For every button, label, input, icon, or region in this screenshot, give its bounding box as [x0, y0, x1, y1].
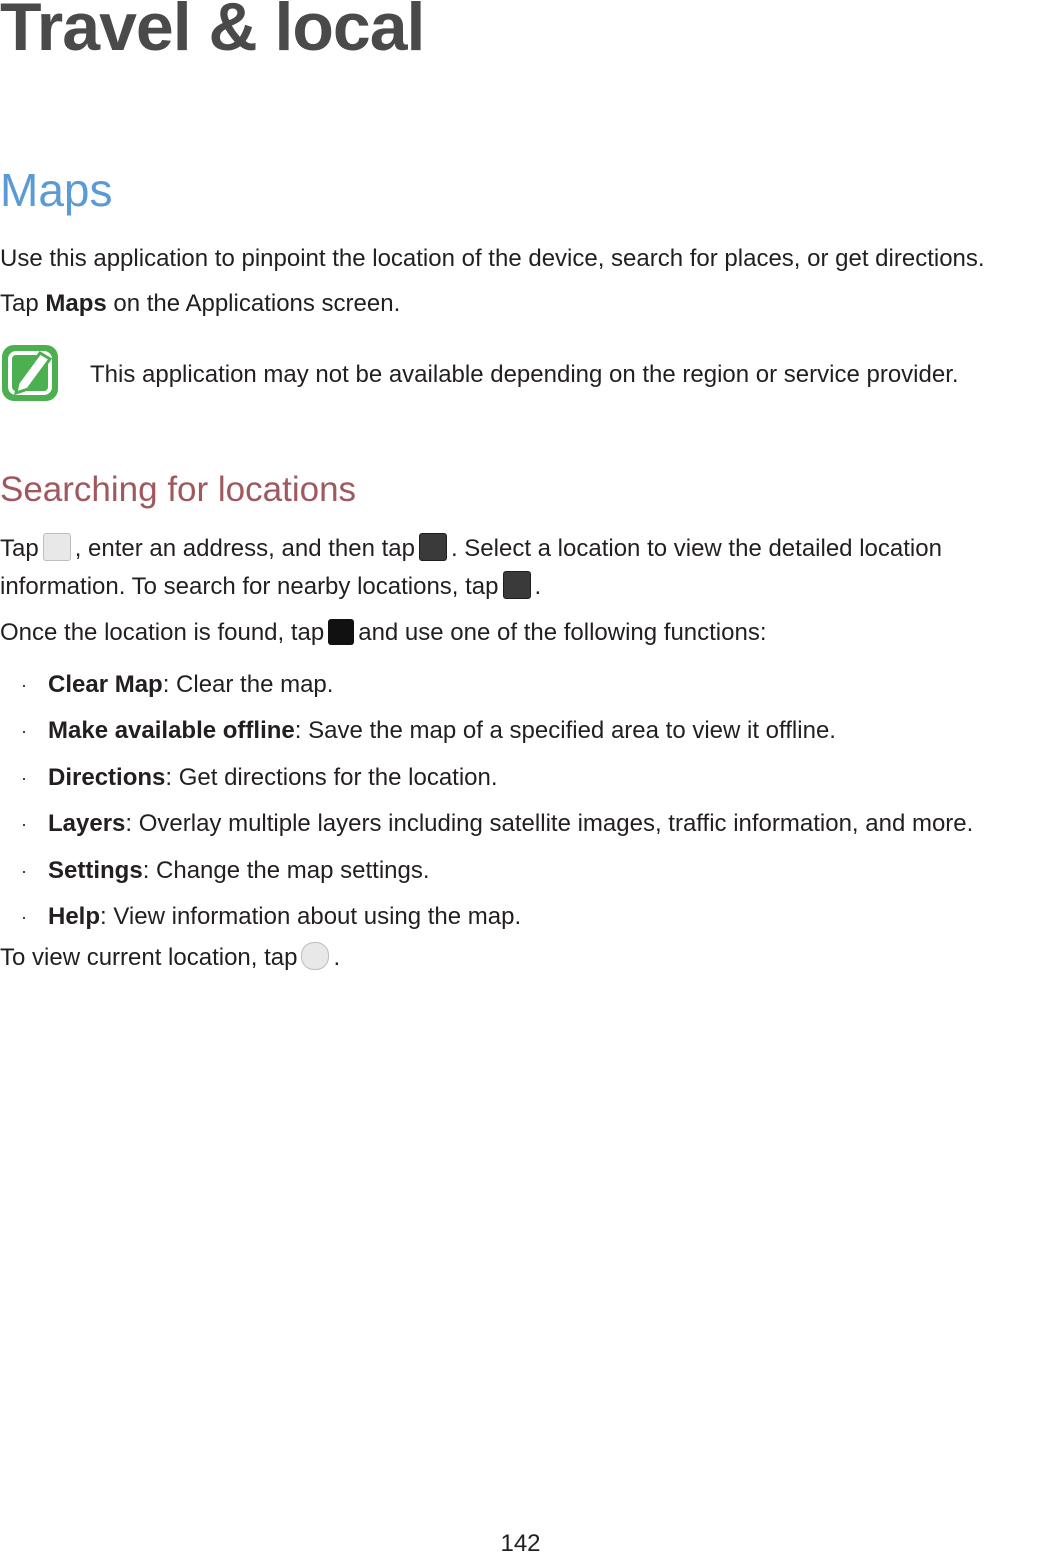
bullet: · [21, 675, 27, 695]
list-item [0, 848, 973, 894]
search-icon [43, 533, 71, 561]
nearby-places-icon [503, 571, 531, 599]
page-number: 142 [500, 1530, 541, 1557]
note-pencil-icon [0, 343, 60, 403]
bullet: · [21, 767, 27, 788]
search-text-1: Tap [0, 535, 39, 562]
function-term: Make available offline [48, 717, 295, 745]
search-text-2: , enter an address, and then tap [74, 535, 415, 562]
current-location-text-1: To view current location, tap [0, 944, 298, 971]
search-text-5: . [534, 573, 542, 600]
function-desc: : Get directions for the location. [165, 763, 498, 791]
list-item [0, 662, 973, 708]
search-paragraph-line1 [0, 530, 942, 568]
tap-suffix: on the Applications screen. [106, 290, 401, 317]
function-desc: : Change the map settings. [142, 856, 430, 884]
function-term: Help [48, 902, 101, 930]
my-location-icon [301, 942, 329, 970]
search-text-3: . Select a location to view the detailed location [450, 535, 942, 562]
functions-list [0, 662, 973, 940]
section-title: Maps [0, 164, 113, 216]
maps-app-name: Maps [45, 290, 107, 317]
current-location-text-2: . [333, 944, 341, 971]
list-item [0, 894, 973, 940]
search-text-4: information. To search for nearby locations, tap [0, 573, 499, 600]
function-term: Directions [48, 763, 166, 791]
found-paragraph [0, 614, 767, 652]
list-item [0, 801, 973, 847]
note-text: This application may not be available depending on the region or service provider. [90, 361, 959, 388]
function-term: Layers [48, 810, 126, 838]
list-item [0, 755, 973, 801]
function-desc: : Clear the map. [162, 671, 334, 698]
tap-prefix: Tap [0, 290, 46, 317]
subsection-title: Searching for locations [0, 470, 357, 509]
function-desc: : View information about using the map. [100, 902, 522, 930]
function-term: Settings [48, 856, 143, 884]
search-paragraph-line2 [0, 568, 541, 606]
menu-icon [328, 619, 354, 645]
list-item [0, 708, 973, 754]
bullet: · [21, 721, 27, 742]
bullet: · [21, 906, 27, 927]
bullet: · [21, 860, 27, 881]
function-desc: : Save the map of a specified area to view it offline. [294, 717, 836, 745]
search-icon [419, 533, 447, 561]
found-text-2: and use one of the following functions: [358, 619, 767, 646]
found-text-1: Once the location is found, tap [0, 619, 325, 646]
function-term: Clear Map [48, 671, 163, 698]
function-desc: : Overlay multiple layers including satellite images, traffic information, and more. [125, 810, 974, 838]
tap-maps-paragraph [0, 285, 400, 323]
intro-paragraph: Use this application to pinpoint the location of the device, search for places, or get directions. [0, 245, 985, 272]
bullet: · [21, 814, 27, 835]
current-location-paragraph [0, 939, 340, 977]
chapter-title: Travel & local [0, 0, 425, 65]
